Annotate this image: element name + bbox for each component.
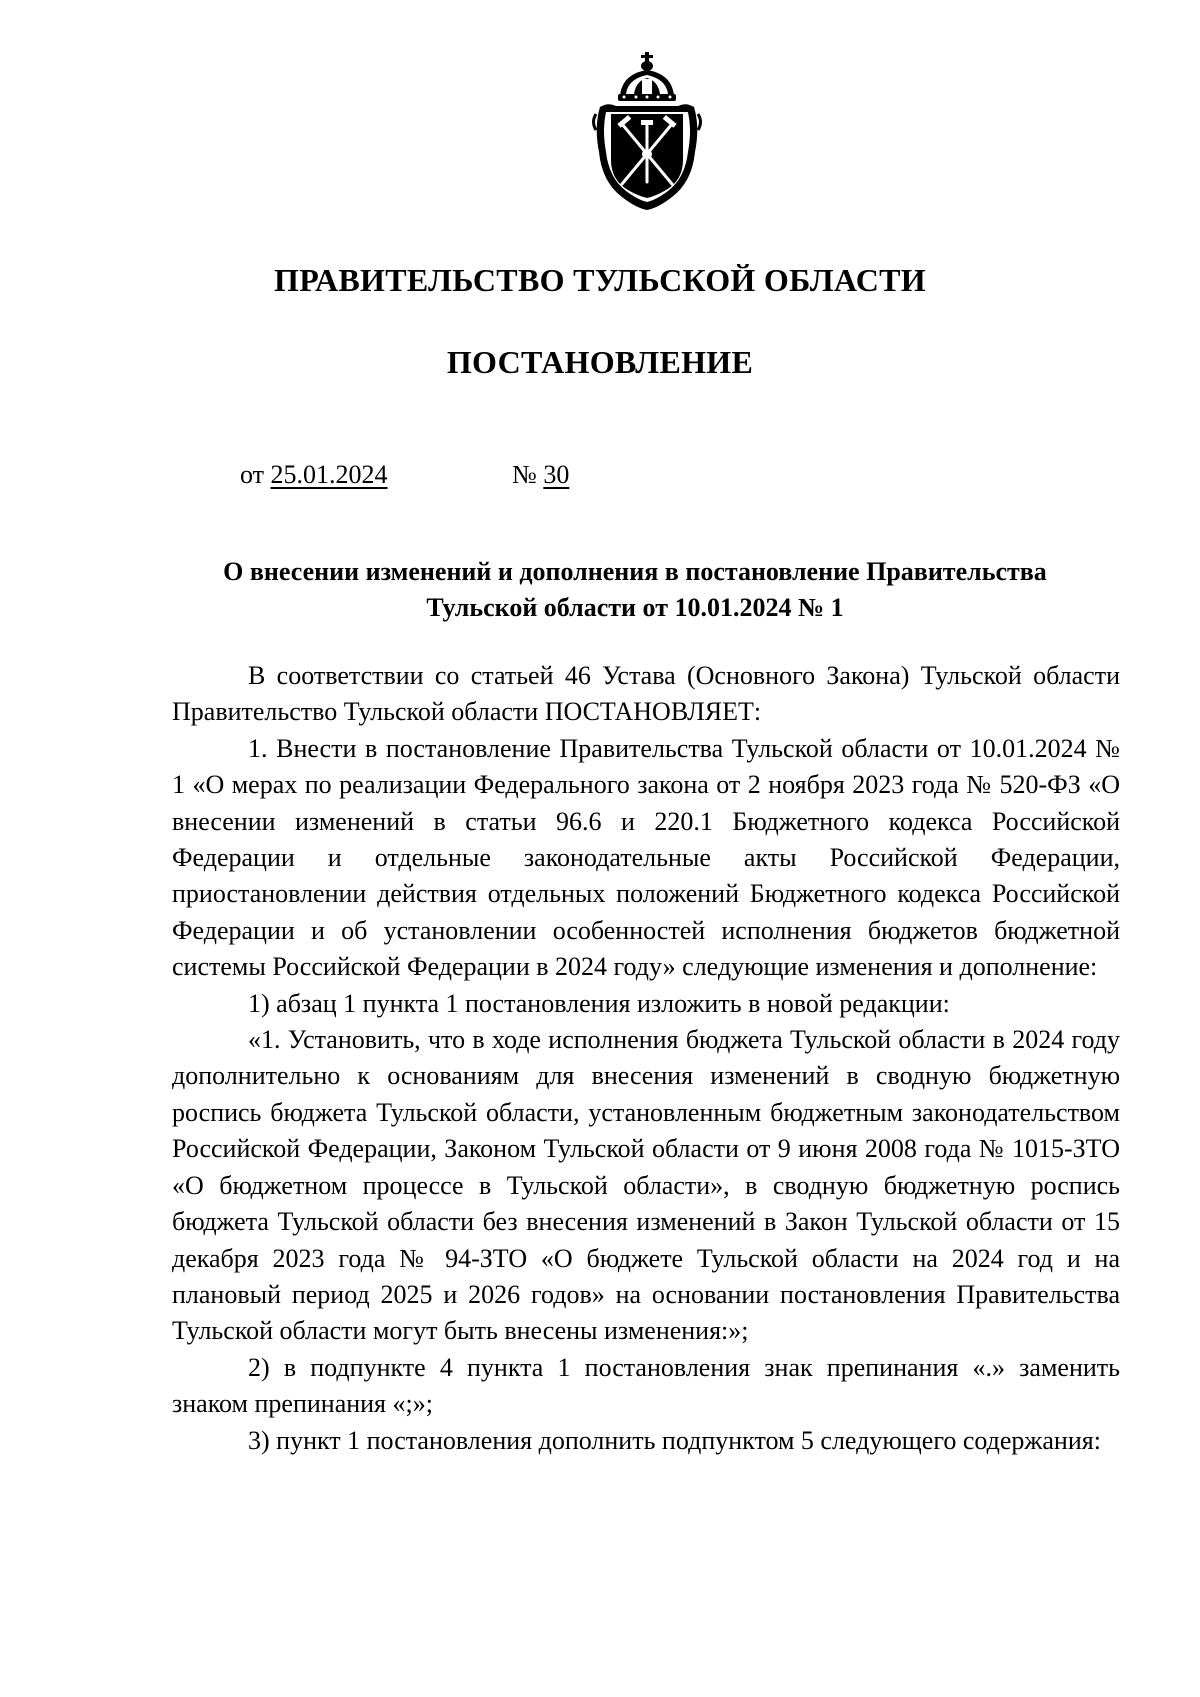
document-heading (150, 554, 1120, 626)
organization-title: ПРАВИТЕЛЬСТВО ТУЛЬСКОЙ ОБЛАСТИ (274, 262, 926, 298)
document-type-title: ПОСТАНОВЛЕНИЕ (446, 344, 754, 380)
paragraph: «1. Установить, что в ходе исполнения бюджета Тульской области в 2024 году дополнительно к основаниям для внесения изменений в сводную бюджетную роспись бюджета Тульской области, установленным бюджетным законодательством Российской Федерации, Законом Тульской области от 9 июня 2008 года № 1015-ЗТО «О бюджетном процессе в Тульской области», в сводную бюджетную роспись бюджета Тульской области без внесения изменений в Закон Тульской области от 15 декабря 2023 года № 94-ЗТО «О бюджете Тульской области на 2024 год и на плановый период 2025 и 2026 годов» на основании постановления Правительства Тульской области могут быть внесены изменения:»; (172, 1025, 1120, 1346)
paragraph: В соответствии со статьей 46 Устава (Основного Закона) Тульской области Правительство Тульской области ПОСТАНОВЛЯЕТ: (172, 661, 1120, 727)
date-value: 25.01.2024 (270, 460, 388, 489)
date-prefix: от (240, 460, 265, 489)
paragraph: 2) в подпункте 4 пункта 1 постановления знак препинания «.» заменить знаком препинания «;»; (172, 1352, 1120, 1419)
document-body (172, 658, 1120, 1459)
number-prefix: № (512, 460, 537, 489)
paragraph: 1. Внести в постановление Правительства Тульской области от 10.01.2024 № 1 «О мерах по реализации Федерального закона от 2 ноября 2023 года № 520-ФЗ «О внесении изменений в статьи 96.6 и 220.1 Бюджетного кодекса Российской Федерации и отдельные законодательные акты Российской Федерации, приостановлении действия отдельных положений Бюджетного кодекса Российской Федерации и об установлении особенностей исполнения бюджетов бюджетной системы Российской Федерации в 2024 году» следующие изменения и дополнение: (172, 733, 1120, 982)
document-date (240, 460, 388, 490)
paragraph: 1) абзац 1 пункта 1 постановления изложить в новой редакции: (248, 988, 950, 1018)
heading-line-2: Тульской области от 10.01.2024 № 1 (426, 593, 844, 622)
document-number (512, 460, 569, 490)
number-value: 30 (543, 460, 570, 489)
tula-region-coat-of-arms-icon (590, 52, 704, 212)
heading-line-1: О внесении изменений и дополнения в постановление Правительства (223, 557, 1047, 586)
paragraph: 3) пункт 1 постановления дополнить подпунктом 5 следующего содержания: (248, 1425, 1101, 1455)
